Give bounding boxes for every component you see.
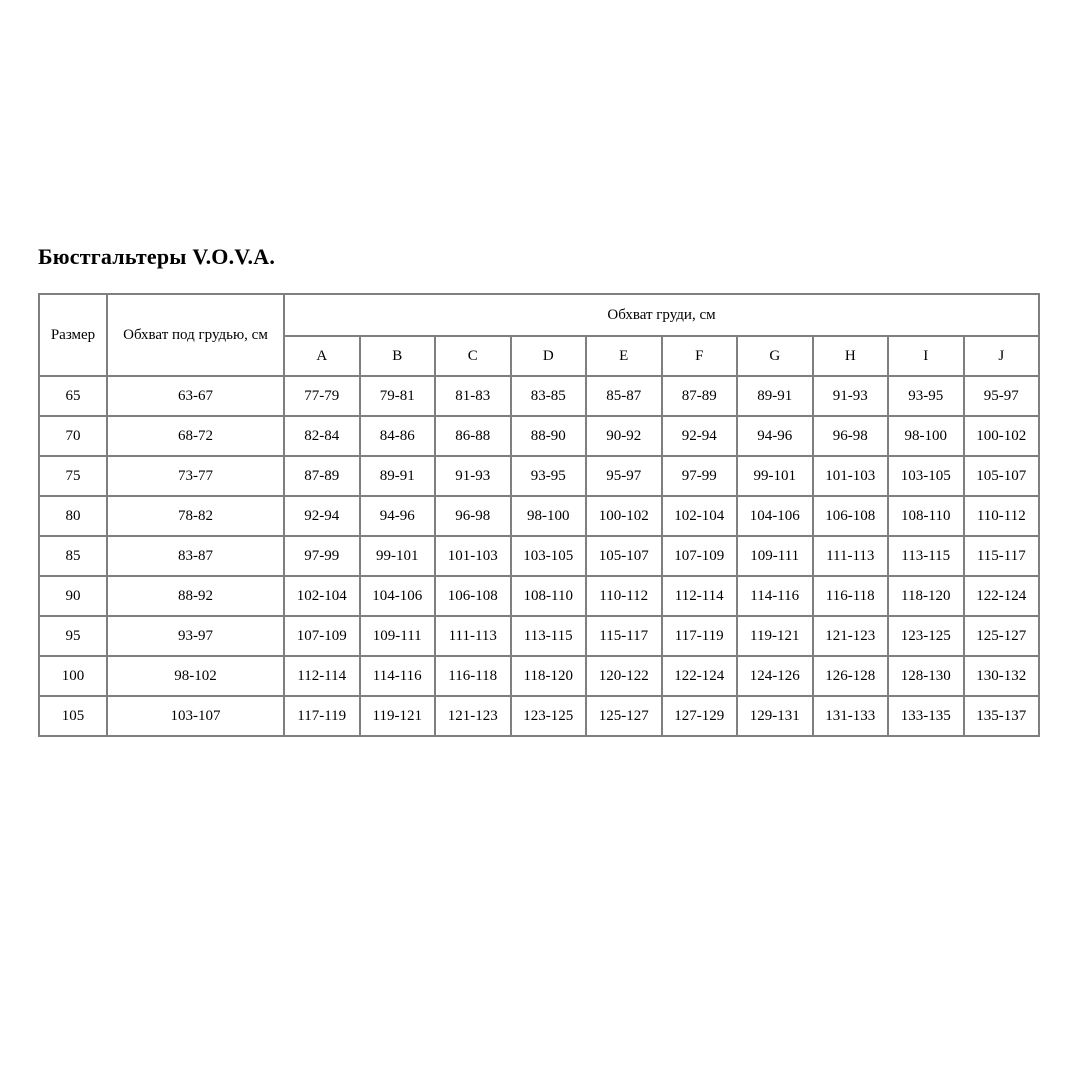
cup-value-cell: 121-123: [435, 696, 511, 736]
underbust-cell: 103-107: [107, 696, 284, 736]
cup-value-cell: 129-131: [737, 696, 813, 736]
cup-value-cell: 105-107: [964, 456, 1040, 496]
cup-value-cell: 119-121: [737, 616, 813, 656]
cup-value-cell: 91-93: [435, 456, 511, 496]
cup-value-cell: 87-89: [284, 456, 360, 496]
cup-value-cell: 108-110: [888, 496, 964, 536]
cup-value-cell: 90-92: [586, 416, 662, 456]
cup-value-cell: 133-135: [888, 696, 964, 736]
table-row: [39, 656, 1039, 696]
table-row: [39, 416, 1039, 456]
size-cell: 105: [39, 696, 107, 736]
cup-value-cell: 106-108: [813, 496, 889, 536]
underbust-cell: 93-97: [107, 616, 284, 656]
cup-value-cell: 115-117: [586, 616, 662, 656]
cup-value-cell: 93-95: [888, 376, 964, 416]
cup-value-cell: 83-85: [511, 376, 587, 416]
size-column-header: Размер: [39, 294, 107, 376]
cup-value-cell: 99-101: [737, 456, 813, 496]
table-row: [39, 496, 1039, 536]
size-chart-table: [38, 293, 1040, 737]
cup-value-cell: 123-125: [888, 616, 964, 656]
cup-value-cell: 100-102: [964, 416, 1040, 456]
cup-value-cell: 116-118: [813, 576, 889, 616]
cup-value-cell: 96-98: [435, 496, 511, 536]
cup-value-cell: 87-89: [662, 376, 738, 416]
cup-value-cell: 99-101: [360, 536, 436, 576]
cup-value-cell: 91-93: [813, 376, 889, 416]
table-row: [39, 536, 1039, 576]
cup-value-cell: 84-86: [360, 416, 436, 456]
cup-header-B: B: [360, 336, 436, 376]
underbust-column-header: Обхват под грудью, см: [107, 294, 284, 376]
cup-value-cell: 104-106: [737, 496, 813, 536]
table-row: [39, 616, 1039, 656]
cup-value-cell: 102-104: [284, 576, 360, 616]
cup-value-cell: 113-115: [511, 616, 587, 656]
cup-value-cell: 89-91: [360, 456, 436, 496]
cup-value-cell: 111-113: [435, 616, 511, 656]
cup-value-cell: 97-99: [284, 536, 360, 576]
cup-value-cell: 117-119: [662, 616, 738, 656]
cup-value-cell: 117-119: [284, 696, 360, 736]
cup-value-cell: 96-98: [813, 416, 889, 456]
cup-value-cell: 109-111: [737, 536, 813, 576]
cup-value-cell: 118-120: [888, 576, 964, 616]
cup-value-cell: 114-116: [737, 576, 813, 616]
cup-value-cell: 94-96: [737, 416, 813, 456]
cup-value-cell: 100-102: [586, 496, 662, 536]
size-cell: 100: [39, 656, 107, 696]
size-cell: 95: [39, 616, 107, 656]
underbust-cell: 68-72: [107, 416, 284, 456]
cup-value-cell: 98-100: [511, 496, 587, 536]
underbust-cell: 73-77: [107, 456, 284, 496]
size-cell: 65: [39, 376, 107, 416]
cup-value-cell: 81-83: [435, 376, 511, 416]
cup-value-cell: 116-118: [435, 656, 511, 696]
cup-value-cell: 88-90: [511, 416, 587, 456]
cup-header-E: E: [586, 336, 662, 376]
cup-value-cell: 103-105: [888, 456, 964, 496]
cup-header-C: C: [435, 336, 511, 376]
cup-value-cell: 95-97: [964, 376, 1040, 416]
cup-header-F: F: [662, 336, 738, 376]
cup-value-cell: 108-110: [511, 576, 587, 616]
cup-value-cell: 107-109: [662, 536, 738, 576]
cup-value-cell: 112-114: [284, 656, 360, 696]
size-cell: 90: [39, 576, 107, 616]
cup-value-cell: 89-91: [737, 376, 813, 416]
size-cell: 80: [39, 496, 107, 536]
table-row: [39, 456, 1039, 496]
cup-value-cell: 120-122: [586, 656, 662, 696]
table-row: [39, 576, 1039, 616]
cup-value-cell: 109-111: [360, 616, 436, 656]
cup-value-cell: 101-103: [813, 456, 889, 496]
cup-value-cell: 79-81: [360, 376, 436, 416]
cup-value-cell: 95-97: [586, 456, 662, 496]
cup-value-cell: 85-87: [586, 376, 662, 416]
cup-value-cell: 102-104: [662, 496, 738, 536]
underbust-cell: 98-102: [107, 656, 284, 696]
cup-value-cell: 98-100: [888, 416, 964, 456]
cup-value-cell: 86-88: [435, 416, 511, 456]
size-cell: 75: [39, 456, 107, 496]
underbust-cell: 88-92: [107, 576, 284, 616]
cup-value-cell: 126-128: [813, 656, 889, 696]
cup-header-H: H: [813, 336, 889, 376]
underbust-cell: 83-87: [107, 536, 284, 576]
bust-group-header: Обхват груди, см: [284, 294, 1039, 336]
cup-header-I: I: [888, 336, 964, 376]
cup-value-cell: 97-99: [662, 456, 738, 496]
cup-value-cell: 125-127: [586, 696, 662, 736]
cup-value-cell: 135-137: [964, 696, 1040, 736]
cup-value-cell: 122-124: [964, 576, 1040, 616]
cup-value-cell: 122-124: [662, 656, 738, 696]
cup-value-cell: 82-84: [284, 416, 360, 456]
cup-value-cell: 103-105: [511, 536, 587, 576]
cup-header-J: J: [964, 336, 1040, 376]
cup-value-cell: 92-94: [662, 416, 738, 456]
cup-value-cell: 112-114: [662, 576, 738, 616]
cup-value-cell: 124-126: [737, 656, 813, 696]
cup-value-cell: 105-107: [586, 536, 662, 576]
size-cell: 85: [39, 536, 107, 576]
cup-value-cell: 107-109: [284, 616, 360, 656]
cup-header-G: G: [737, 336, 813, 376]
table-header-row-1: [39, 294, 1039, 336]
cup-header-D: D: [511, 336, 587, 376]
cup-value-cell: 128-130: [888, 656, 964, 696]
cup-value-cell: 111-113: [813, 536, 889, 576]
cup-value-cell: 110-112: [586, 576, 662, 616]
cup-value-cell: 113-115: [888, 536, 964, 576]
cup-value-cell: 127-129: [662, 696, 738, 736]
table-row: [39, 376, 1039, 416]
cup-value-cell: 119-121: [360, 696, 436, 736]
cup-value-cell: 110-112: [964, 496, 1040, 536]
cup-value-cell: 94-96: [360, 496, 436, 536]
cup-value-cell: 101-103: [435, 536, 511, 576]
cup-value-cell: 123-125: [511, 696, 587, 736]
cup-value-cell: 114-116: [360, 656, 436, 696]
cup-value-cell: 106-108: [435, 576, 511, 616]
cup-value-cell: 130-132: [964, 656, 1040, 696]
underbust-cell: 63-67: [107, 376, 284, 416]
table-row: [39, 696, 1039, 736]
cup-value-cell: 125-127: [964, 616, 1040, 656]
cup-value-cell: 77-79: [284, 376, 360, 416]
cup-header-A: A: [284, 336, 360, 376]
cup-value-cell: 121-123: [813, 616, 889, 656]
cup-value-cell: 118-120: [511, 656, 587, 696]
cup-value-cell: 93-95: [511, 456, 587, 496]
size-cell: 70: [39, 416, 107, 456]
cup-value-cell: 115-117: [964, 536, 1040, 576]
page-title: Бюстгальтеры V.O.V.A.: [38, 244, 276, 269]
cup-value-cell: 131-133: [813, 696, 889, 736]
cup-value-cell: 92-94: [284, 496, 360, 536]
cup-value-cell: 104-106: [360, 576, 436, 616]
underbust-cell: 78-82: [107, 496, 284, 536]
